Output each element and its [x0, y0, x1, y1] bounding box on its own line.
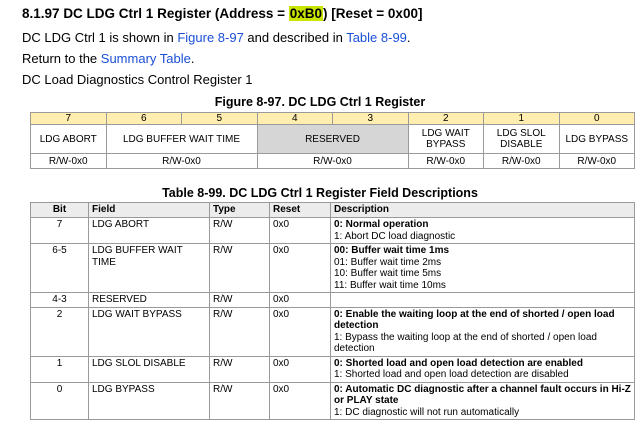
column-header-field: Field — [89, 203, 210, 218]
description-line: 01: Buffer wait time 2ms — [334, 256, 442, 268]
access-cell: R/W-0x0 — [484, 154, 560, 169]
field-cell: LDG WAIT BYPASS — [89, 307, 210, 356]
access-cell: R/W-0x0 — [408, 154, 484, 169]
bit-cell: 0 — [31, 382, 89, 420]
bit-number: 4 — [257, 113, 333, 125]
address-highlight: 0xB0 — [289, 6, 323, 21]
table-row — [31, 356, 635, 382]
bit-cell: 4-3 — [31, 293, 89, 308]
register-description: DC Load Diagnostics Control Register 1 — [22, 72, 253, 87]
description-line: 0: Shorted load and open load detection are enabled — [334, 357, 583, 369]
type-cell: R/W — [210, 356, 270, 382]
register-bit-map — [30, 112, 635, 169]
table-row — [31, 244, 635, 293]
bit-cell: 2 — [31, 307, 89, 356]
bit-number: 3 — [333, 113, 409, 125]
column-header-description: Description — [331, 203, 635, 218]
bit-number: 2 — [408, 113, 484, 125]
type-cell: R/W — [210, 244, 270, 293]
bit-number: 1 — [484, 113, 560, 125]
description-cell — [331, 293, 635, 308]
reset-cell: 0x0 — [270, 356, 331, 382]
bit-number: 5 — [182, 113, 258, 125]
access-cell: R/W-0x0 — [559, 154, 635, 169]
section-number: 8.1.97 — [22, 6, 60, 21]
access-row — [31, 154, 635, 169]
intro-text: . — [190, 51, 195, 66]
field-cell: LDG BYPASS — [89, 382, 210, 420]
description-cell — [331, 307, 635, 356]
field-description-table — [30, 202, 635, 420]
reset-cell: 0x0 — [270, 382, 331, 420]
field-cell-ldg-buffer-wait-time: LDG BUFFER WAIT TIME — [106, 125, 257, 154]
intro-paragraph-1 — [22, 30, 411, 45]
field-name-row — [31, 125, 635, 154]
description-line: 0: Normal operation — [334, 219, 429, 230]
description-line: 10: Buffer wait time 5ms — [334, 268, 442, 279]
access-cell: R/W-0x0 — [106, 154, 257, 169]
intro-paragraph-2 — [22, 51, 194, 66]
field-cell-ldg-abort: LDG ABORT — [31, 125, 107, 154]
access-cell: R/W-0x0 — [257, 154, 408, 169]
intro-text: Return to the — [22, 51, 101, 66]
description-line: 1: Shorted load and open load detection are disabled — [334, 369, 569, 380]
description-line: 0: Enable the waiting loop at the end of shorted / open load detection — [334, 308, 615, 331]
description-cell — [331, 382, 635, 420]
figure-link[interactable]: Figure 8-97 — [177, 30, 244, 45]
table-row — [31, 382, 635, 420]
section-title-suffix: ) [Reset = 0x00] — [323, 6, 423, 21]
table-title: Table 8-99. DC LDG Ctrl 1 Register Field Descriptions — [162, 186, 478, 200]
description-cell — [331, 218, 635, 244]
description-line: 1: DC diagnostic will not run automatically — [334, 406, 520, 418]
field-cell-ldg-bypass: LDG BYPASS — [559, 125, 635, 154]
intro-text: DC LDG Ctrl 1 is shown in — [22, 30, 178, 45]
field-cell-ldg-slol-disable: LDG SLOL DISABLE — [484, 125, 560, 154]
table-row — [31, 293, 635, 308]
column-header-bit: Bit — [31, 203, 89, 218]
column-header-reset: Reset — [270, 203, 331, 218]
access-cell: R/W-0x0 — [31, 154, 107, 169]
table-link[interactable]: Table 8-99 — [346, 30, 407, 45]
field-cell: RESERVED — [89, 293, 210, 308]
description-line: 00: Buffer wait time 1ms — [334, 245, 450, 256]
field-cell-reserved: RESERVED — [257, 125, 408, 154]
field-cell: LDG ABORT — [89, 218, 210, 244]
field-cell: LDG BUFFER WAIT TIME — [89, 244, 210, 293]
description-line: 1: Bypass the waiting loop at the end of shorted / open load detection — [334, 331, 597, 354]
bit-number: 0 — [559, 113, 635, 125]
type-cell: R/W — [210, 218, 270, 244]
reset-cell: 0x0 — [270, 218, 331, 244]
reset-cell: 0x0 — [270, 307, 331, 356]
figure-title: Figure 8-97. DC LDG Ctrl 1 Register — [214, 95, 426, 109]
column-header-type: Type — [210, 203, 270, 218]
intro-text: . — [406, 30, 411, 45]
description-line: 11: Buffer wait time 10ms — [334, 279, 446, 291]
reset-cell: 0x0 — [270, 293, 331, 308]
section-heading — [22, 6, 422, 21]
description-line: 1: Abort DC load diagnostic — [334, 230, 456, 242]
description-cell — [331, 244, 635, 293]
type-cell: R/W — [210, 307, 270, 356]
intro-text: and described in — [243, 30, 347, 45]
summary-table-link[interactable]: Summary Table — [100, 51, 191, 66]
bit-cell: 7 — [31, 218, 89, 244]
field-cell-ldg-wait-bypass: LDG WAIT BYPASS — [408, 125, 484, 154]
reset-cell: 0x0 — [270, 244, 331, 293]
field-cell: LDG SLOL DISABLE — [89, 356, 210, 382]
bit-number: 7 — [31, 113, 107, 125]
type-cell: R/W — [210, 293, 270, 308]
description-cell — [331, 356, 635, 382]
bit-cell: 1 — [31, 356, 89, 382]
type-cell: R/W — [210, 382, 270, 420]
table-row — [31, 218, 635, 244]
table-header-row — [31, 203, 635, 218]
bit-cell: 6-5 — [31, 244, 89, 293]
section-title-prefix: DC LDG Ctrl 1 Register (Address = — [63, 6, 289, 21]
bit-number-row — [31, 113, 635, 125]
bit-number: 6 — [106, 113, 182, 125]
description-line: 0: Automatic DC diagnostic after a channel fault occurs in Hi-Z or PLAY state — [334, 383, 631, 406]
table-row — [31, 307, 635, 356]
